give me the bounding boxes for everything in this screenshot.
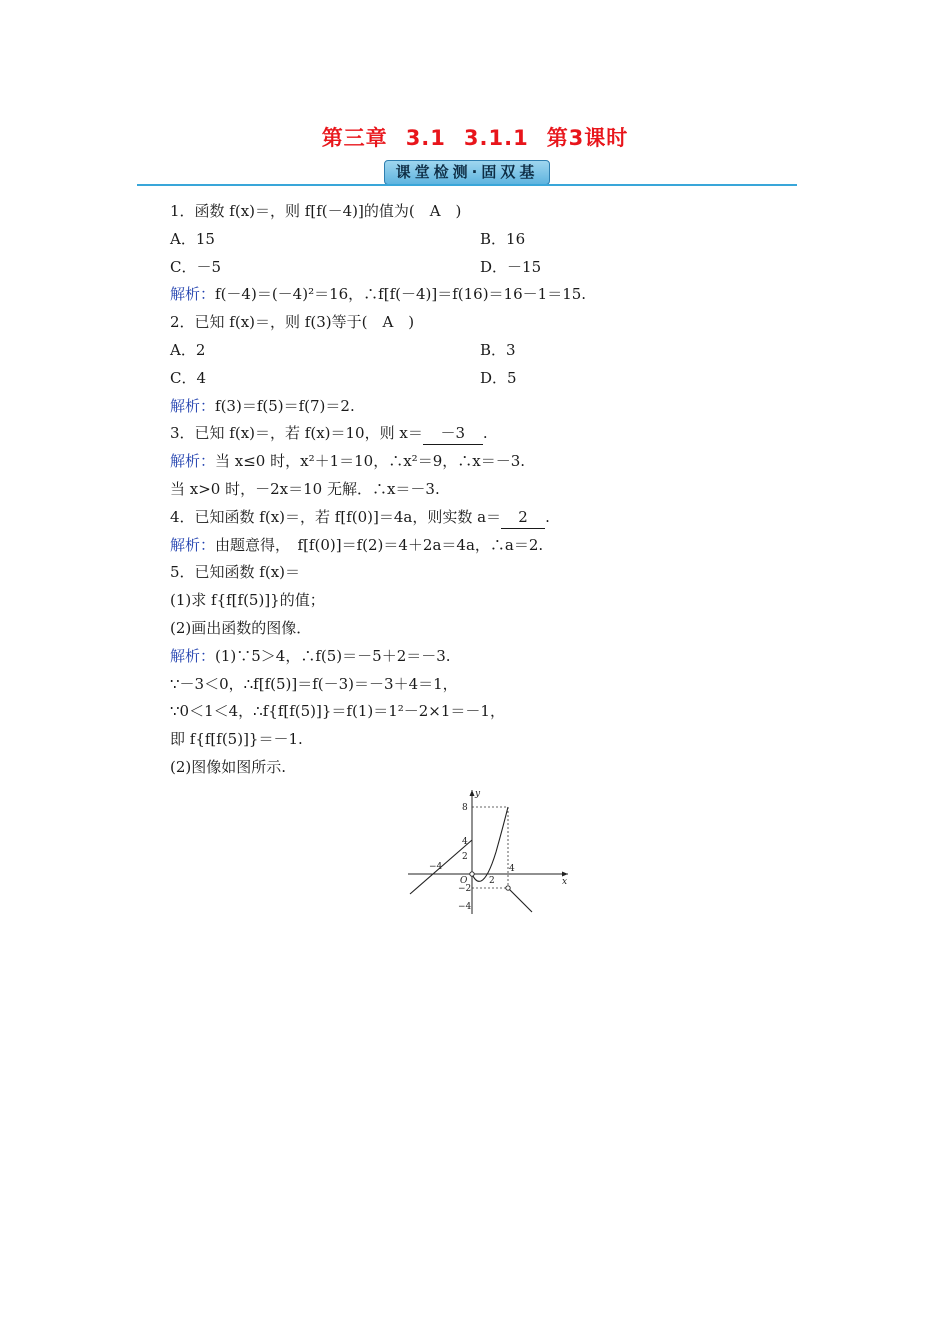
q5-solution-line4: 即 f{f[f(5)]}＝－1. <box>170 730 303 749</box>
chapter-label: 第三章 <box>321 126 388 150</box>
q4-solution-label: 解析： <box>170 535 216 554</box>
q3-answer-blank: －3 <box>423 422 483 445</box>
subsection-label: 3.1.1 <box>463 126 529 150</box>
y-tick-neg4: −4 <box>458 902 472 912</box>
q2-solution-text: f(3)＝f(5)＝f(7)＝2. <box>215 396 355 415</box>
section-banner: 课堂检测·固双基 <box>384 160 550 185</box>
origin-label: O <box>460 876 468 886</box>
q4-stem-text: 4．已知函数 f(x)＝，若 f[f(0)]＝4a，则实数 a＝ <box>170 507 502 526</box>
y-axis-arrow <box>470 790 475 796</box>
q2-solution <box>170 393 790 421</box>
q3-solution-line1 <box>170 448 790 476</box>
q2-stem: 2．已知 f(x)＝，则 f(3)等于( A ) <box>170 313 415 332</box>
q1-option-d: D．－15 <box>480 257 542 276</box>
lesson-label: 第3课时 <box>546 126 629 150</box>
q3-stem-text: 3．已知 f(x)＝，若 f(x)＝10，则 x＝ <box>170 424 423 443</box>
x-tick-4: 4 <box>509 864 515 874</box>
x-tick-neg4: −4 <box>429 862 443 872</box>
q5-solution-label: 解析： <box>170 646 216 665</box>
curve-right-line <box>508 888 532 912</box>
q1-options-row2 <box>170 254 790 282</box>
y-tick-4: 4 <box>462 837 468 847</box>
q3-solution-line2: 当 x>0 时，－2x＝10 无解．∴x＝－3. <box>170 479 440 498</box>
q5-solution-line3: ∵0＜1＜4，∴f{f[f(5)]}＝f(1)＝1²－2×1＝－1， <box>170 702 505 721</box>
q5-solution-line1 <box>170 643 790 671</box>
exercise-body <box>170 198 790 782</box>
x-tick-2: 2 <box>489 876 495 886</box>
function-graph <box>400 782 580 917</box>
q2-option-a: A．2 <box>170 340 206 359</box>
q1-stem: 1．函数 f(x)＝，则 f[f(－4)]的值为( A ) <box>170 202 462 220</box>
q4-solution-text: 由题意得， f[f(0)]＝f(2)＝4＋2a＝4a，∴a＝2. <box>215 535 544 554</box>
q4-stem <box>170 504 790 532</box>
q2-option-d: D．5 <box>480 368 517 387</box>
q4-solution <box>170 532 790 560</box>
q2-solution-label: 解析： <box>170 396 216 415</box>
curve-parabola <box>472 807 508 881</box>
q4-stem-end: . <box>545 507 550 526</box>
q3-solution-text1: 当 x≤0 时，x²＋1＝10，∴x²＝9，∴x＝－3. <box>215 452 526 471</box>
q5-stem: 5．已知函数 f(x)＝ <box>170 563 301 582</box>
open-point-origin <box>470 872 474 876</box>
q5-solution-line2: ∵－3＜0，∴f[f(5)]＝f(－3)＝－3＋4＝1， <box>170 674 458 693</box>
q2-options-row1 <box>170 337 790 365</box>
y-axis-label: y <box>475 789 481 799</box>
q2-option-c: C．4 <box>170 368 207 387</box>
x-axis-arrow <box>562 872 568 877</box>
q3-solution-label: 解析： <box>170 452 216 471</box>
q5-solution-text1: (1)∵5＞4，∴f(5)＝－5＋2＝－3. <box>215 646 451 665</box>
q1-solution <box>170 281 790 309</box>
q3-stem <box>170 420 790 448</box>
y-tick-2: 2 <box>462 852 468 862</box>
q1-solution-text: f(－4)＝(－4)²＝16，∴f[f(－4)]＝f(16)＝16－1＝15. <box>215 285 587 304</box>
q5-solution-line5: (2)图像如图所示. <box>170 757 287 776</box>
q4-answer-blank: 2 <box>501 506 545 529</box>
y-tick-neg2: −2 <box>458 884 472 894</box>
q2-options-row2 <box>170 365 790 393</box>
q1-options-row1 <box>170 226 790 254</box>
y-tick-8: 8 <box>462 803 468 813</box>
q5-part1: (1)求 f{f[f(5)]}的值； <box>170 591 325 610</box>
q2-option-b: B．3 <box>480 340 516 359</box>
section-label: 3.1 <box>405 126 446 150</box>
q5-part2: (2)画出函数的图像． <box>170 618 312 637</box>
q1-solution-label: 解析： <box>170 285 216 304</box>
x-axis-label: x <box>562 877 568 887</box>
open-point-right <box>506 886 510 890</box>
q3-stem-end: . <box>482 424 488 443</box>
q1-option-a: A．15 <box>170 229 215 248</box>
page-title <box>0 122 950 152</box>
header-divider <box>137 184 797 186</box>
q1-option-b: B．16 <box>480 229 526 248</box>
q1-option-c: C．－5 <box>170 257 222 276</box>
